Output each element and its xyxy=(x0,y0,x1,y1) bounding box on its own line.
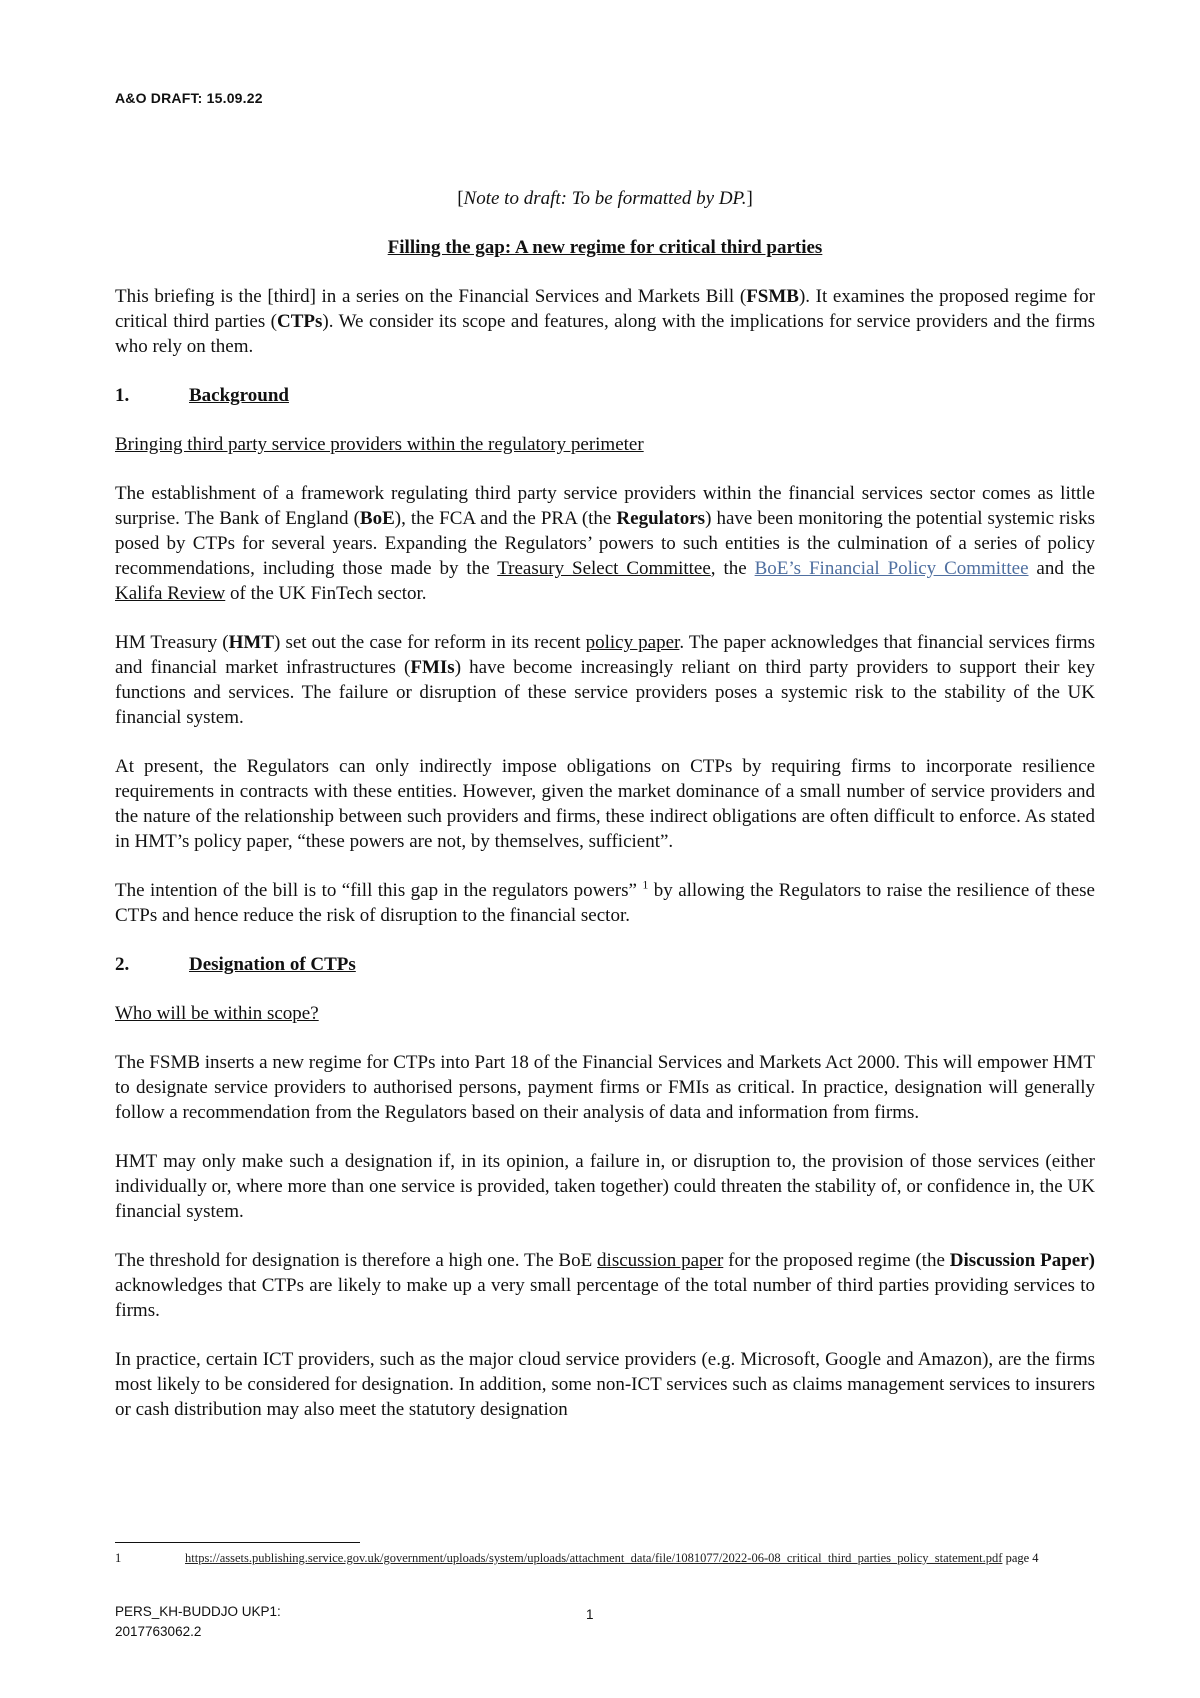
footnote xyxy=(115,1549,1095,1567)
paragraph-text: ), the FCA and the PRA (the xyxy=(394,508,617,529)
section-title: Background xyxy=(189,385,289,406)
footer-doc-id-line: PERS_KH-BUDDJO UKP1: xyxy=(115,1604,281,1619)
footer-doc-id-line: 2017763062.2 xyxy=(115,1624,202,1639)
intro-text: ). It examines the proposed regime for critical third parties ( xyxy=(115,286,1095,332)
discussion-paper-link[interactable]: discussion paper xyxy=(597,1250,724,1271)
paragraph-text: The threshold for designation is therefore a high one. The BoE xyxy=(115,1250,598,1271)
section-subheading: Who will be within scope? xyxy=(115,1003,319,1024)
paragraph-text: HM Treasury ( xyxy=(115,632,229,653)
intro-text: ). We consider its scope and features, along with the implications for service providers and the firms who rely on them. xyxy=(115,311,1095,357)
section-heading-1 xyxy=(115,383,1095,408)
paragraph-text: by allowing the Regulators to raise the resilience of these CTPs and hence reduce the risk of disruption to the financial sector. xyxy=(115,880,1095,926)
note-text: Note to draft: To be formatted by DP. xyxy=(463,188,747,209)
footnote-text xyxy=(185,1549,1095,1567)
paragraph xyxy=(115,630,1095,730)
paragraph-text: acknowledges that CTPs are likely to make up a very small percentage of the total number of third parties providing services to firms. xyxy=(115,1275,1095,1321)
paragraph xyxy=(115,481,1095,606)
paragraph xyxy=(115,1248,1095,1323)
intro-text: This briefing is the [third] in a series on the Financial Services and Markets Bill ( xyxy=(115,286,747,307)
paragraph: In practice, certain ICT providers, such as the major cloud service providers (e.g. Microsoft, Google and Amazon), are the firms most likely to be considered for designation. In addition, some non-ICT services such as claims management services to insurers or cash distribution may also meet the statutory designation xyxy=(115,1349,1095,1420)
defined-term: CTPs xyxy=(277,311,323,332)
paragraph-text: and the xyxy=(1028,558,1095,579)
document-body xyxy=(115,186,1095,1446)
paragraph-text: The establishment of a framework regulating third party service providers within the financial services sector comes as little surprise. The Bank of England ( xyxy=(115,483,1095,529)
document-title: Filling the gap: A new regime for critical third parties xyxy=(387,237,823,258)
treasury-committee-link[interactable]: Treasury Select Committee xyxy=(497,558,711,579)
footnote-suffix: page 4 xyxy=(1002,1551,1039,1565)
policy-paper-link[interactable]: policy paper xyxy=(585,632,680,653)
paragraph-text: for the proposed regime (the xyxy=(723,1250,950,1271)
draft-label: A&O DRAFT: 15.09.22 xyxy=(115,90,263,106)
note-open-bracket: [ xyxy=(457,188,464,209)
defined-term: Regulators xyxy=(616,508,706,529)
paragraph: At present, the Regulators can only indirectly impose obligations on CTPs by requiring firms to incorporate resilience requirements in contracts with these entities. However, given the market dominance of a small number of service providers and the nature of the relationship between such providers and firms, these indirect obligations are often difficult to enforce. As stated in HMT’s policy paper, “these powers are not, by themselves, sufficient”. xyxy=(115,756,1095,852)
document-title-wrapper xyxy=(115,235,1095,260)
footnote-number: 1 xyxy=(115,1551,122,1565)
section-number: 2. xyxy=(115,954,130,975)
fpc-link[interactable]: BoE’s Financial Policy Committee xyxy=(754,558,1029,579)
paragraph: The FSMB inserts a new regime for CTPs into Part 18 of the Financial Services and Markets Act 2000. This will empower HMT to designate service providers to authorised persons, payment firms or FMIs as critical. In practice, designation will generally follow a recommendation from the Regulators based on their analysis of data and information from firms. xyxy=(115,1052,1095,1123)
footer-doc-id xyxy=(115,1602,281,1642)
note-close-bracket: ] xyxy=(746,188,753,209)
footnote-reference[interactable]: 1 xyxy=(642,877,649,892)
paragraph-text: of the UK FinTech sector. xyxy=(225,583,427,604)
footnote-url-link[interactable]: https://assets.publishing.service.gov.uk/government/uploads/system/uploads/attachment_data/file/1081077/2022-06-08_critical_third_parties_policy_statement.pdf xyxy=(185,1551,1003,1565)
paragraph-text: , the xyxy=(710,558,755,579)
footnote-separator xyxy=(115,1542,360,1543)
defined-term: FMIs xyxy=(410,657,455,678)
section-subheading: Bringing third party service providers within the regulatory perimeter xyxy=(115,434,644,455)
paragraph-text: ) have been monitoring the potential systemic risks posed by CTPs for several years. Expanding the Regulators’ powers to such entities is the culmination of a series of policy recommendations, including those made by the xyxy=(115,508,1095,579)
intro-paragraph xyxy=(115,284,1095,359)
paragraph: HMT may only make such a designation if, in its opinion, a failure in, or disruption to, the provision of those services (either individually or, where more than one service is provided, taken together) could threaten the stability of, or confidence in, the UK financial system. xyxy=(115,1151,1095,1222)
draft-note xyxy=(115,186,1095,211)
paragraph xyxy=(115,878,1095,928)
kalifa-review-link[interactable]: Kalifa Review xyxy=(115,583,226,604)
defined-term: Discussion Paper) xyxy=(949,1250,1096,1271)
section-title: Designation of CTPs xyxy=(189,954,356,975)
section-number: 1. xyxy=(115,385,130,406)
defined-term: BoE xyxy=(359,508,395,529)
section-heading-2 xyxy=(115,952,1095,977)
paragraph-text: ) have become increasingly reliant on third party providers to support their key functions and services. The failure or disruption of these service providers poses a systemic risk to the stability of the UK financial system. xyxy=(115,657,1095,728)
paragraph-text: . The paper acknowledges that financial services firms and financial market infrastructures ( xyxy=(115,632,1095,678)
paragraph-text: The intention of the bill is to “fill this gap in the regulators powers” xyxy=(115,880,643,901)
paragraph-text: ) set out the case for reform in its recent xyxy=(274,632,586,653)
defined-term: HMT xyxy=(228,632,275,653)
defined-term: FSMB xyxy=(746,286,799,307)
page-number: 1 xyxy=(586,1607,594,1622)
